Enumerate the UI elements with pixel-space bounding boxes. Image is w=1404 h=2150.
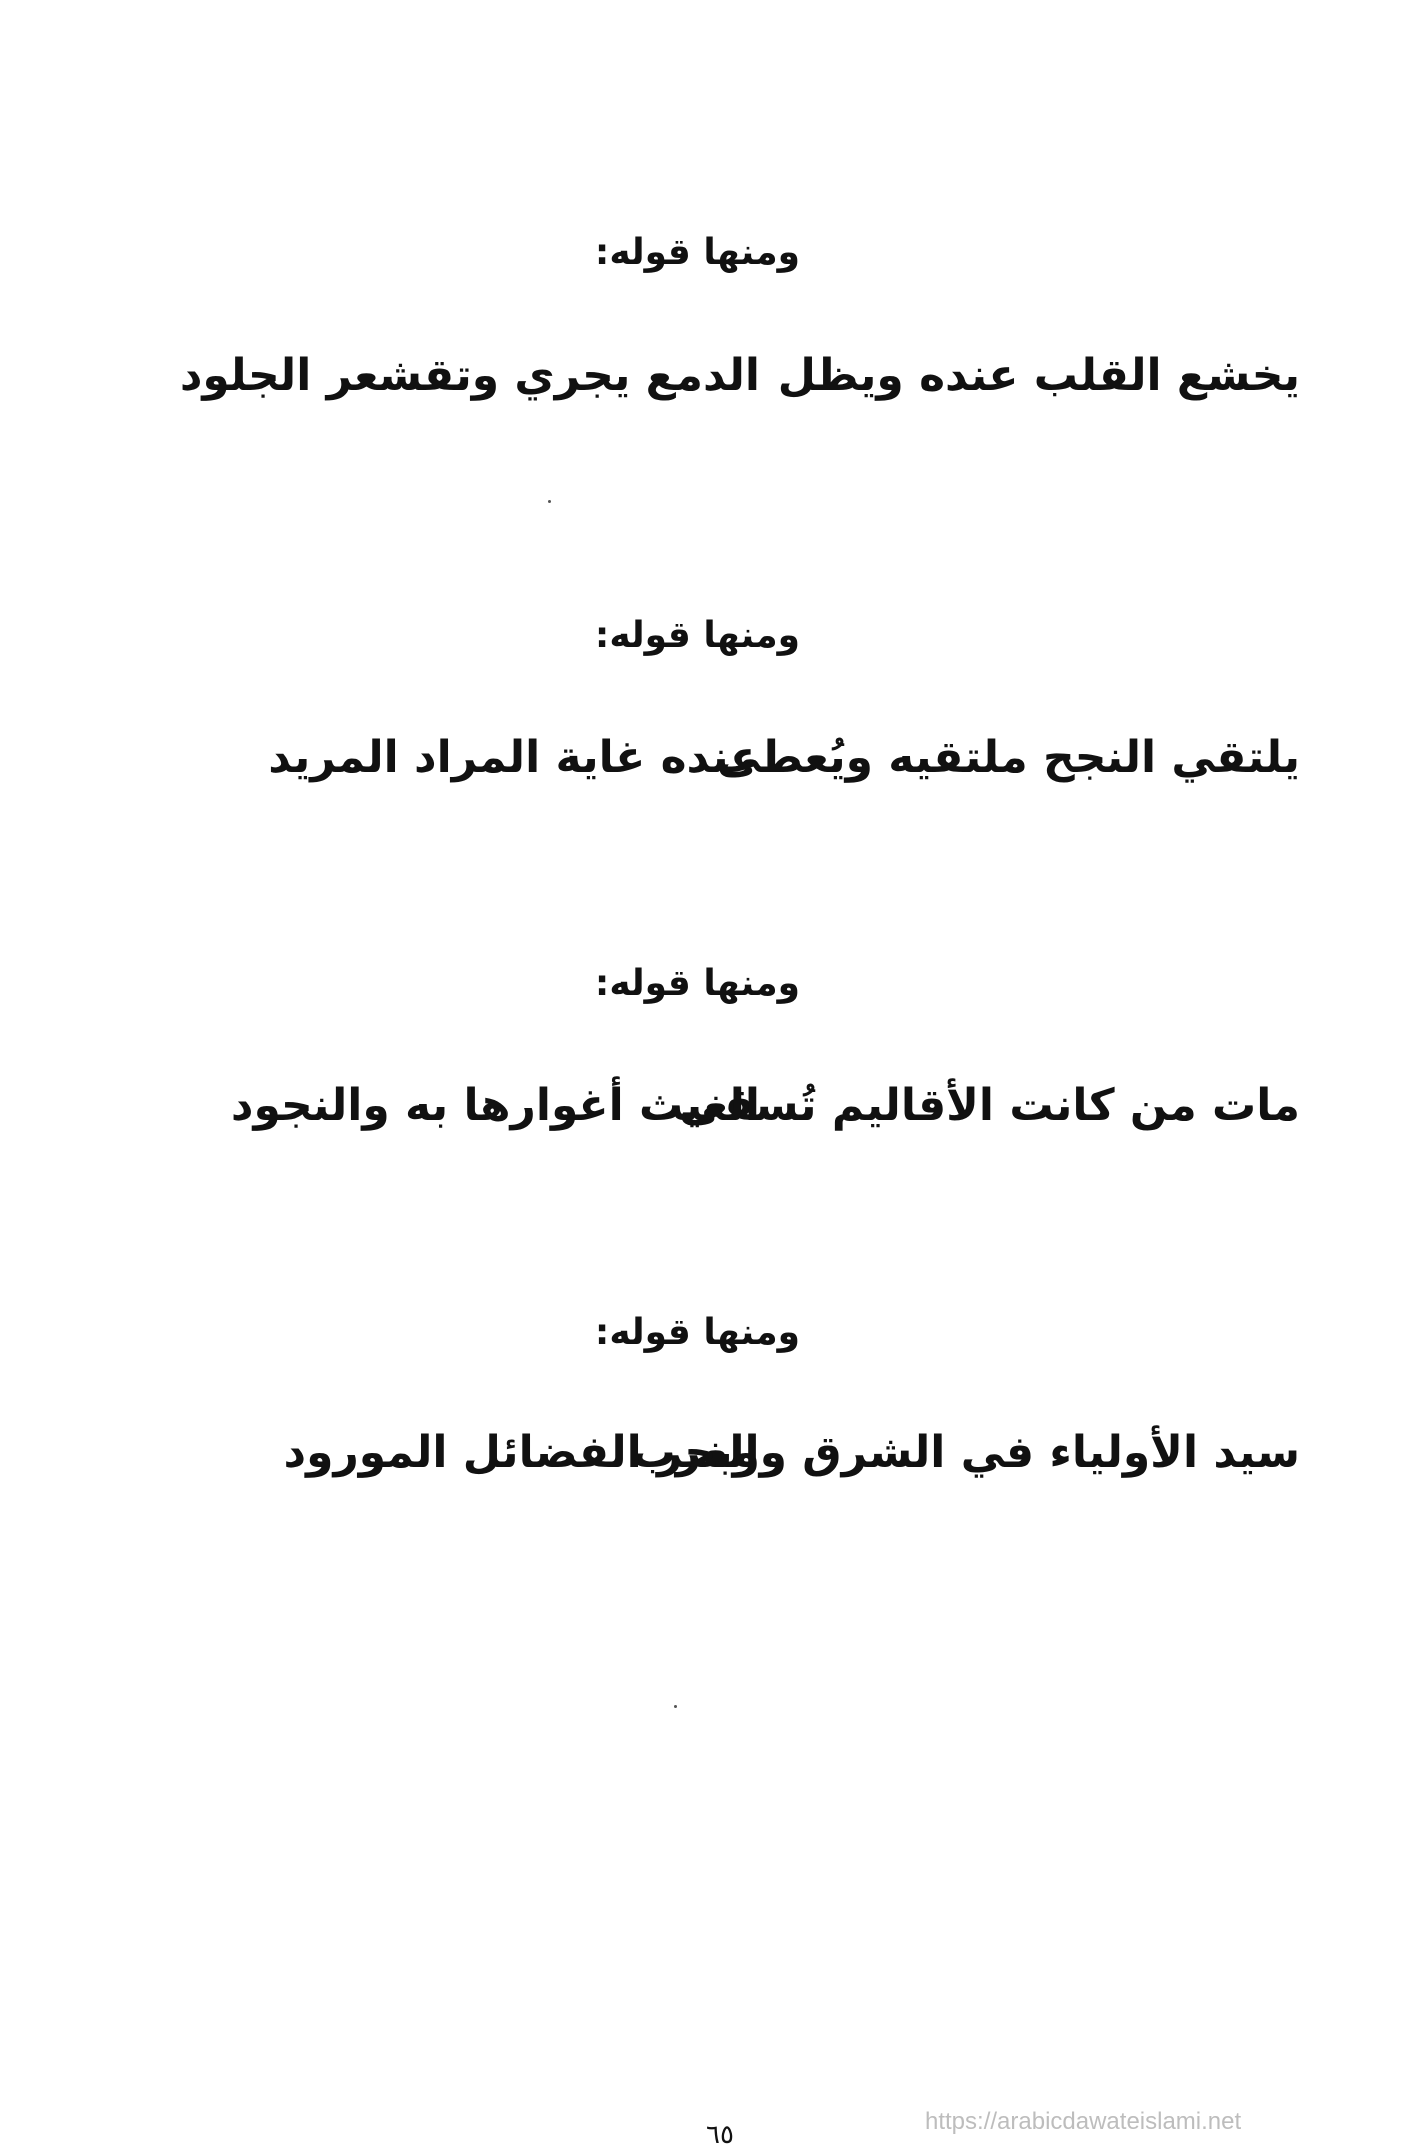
verse-first-hemistich: يخشع القلب عنده ويظل: [777, 350, 1300, 401]
verse-second-hemistich: عنده غاية المراد المريد: [268, 732, 760, 783]
verse-second-hemistich: الغيث أغوارها به والنجود: [230, 1080, 760, 1131]
verse-intro: ومنها قوله:: [594, 615, 800, 656]
verse-first-hemistich: يلتقي النجح ملتقيه ويُعطى: [716, 732, 1300, 783]
watermark-url: https://arabicdawateislami.net: [925, 2108, 1242, 2135]
verse-first-hemistich: سيد الأولياء في الشرق والغرب: [631, 1427, 1300, 1478]
verse-second-hemistich: وبحر الفضائل المورود: [283, 1427, 760, 1478]
page-number: ٦٥: [706, 2120, 734, 2150]
print-speck: [548, 500, 551, 503]
verse-intro: ومنها قوله:: [594, 232, 800, 273]
verse-second-hemistich: الدمع يجري وتقشعر الجلود: [179, 350, 760, 401]
verse-first-hemistich: مات من كانت الأقاليم تُسقى: [679, 1080, 1300, 1131]
verse-intro: ومنها قوله:: [594, 963, 800, 1004]
verse-intro: ومنها قوله:: [594, 1312, 800, 1353]
print-speck: [674, 1705, 677, 1708]
